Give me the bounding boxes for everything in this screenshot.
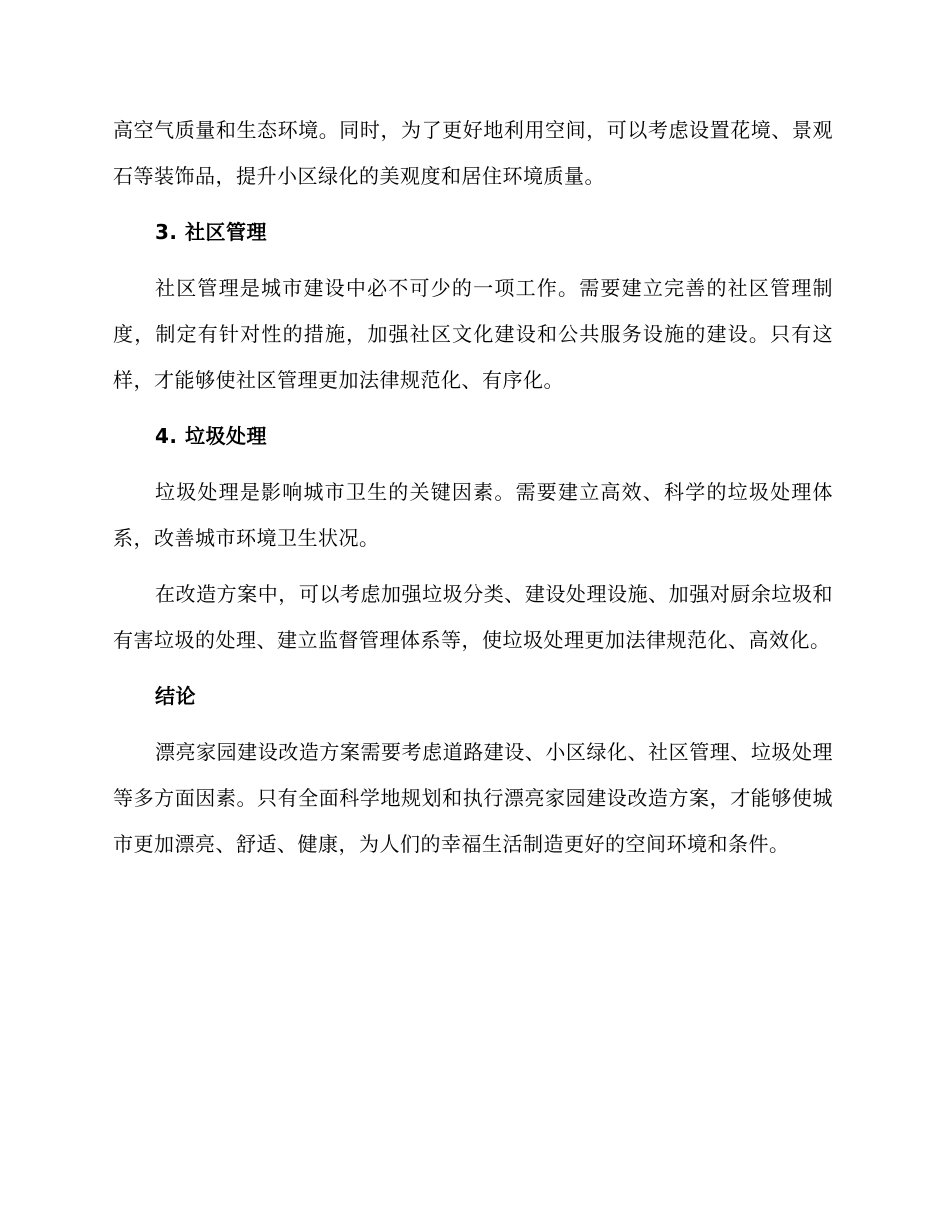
paragraph-community-management: 社区管理是城市建设中必不可少的一项工作。需要建立完善的社区管理制度，制定有针对性的措施，加强社区文化建设和公共服务设施的建设。只有这样，才能够使社区管理更加法律规范化、有序化。 <box>113 276 833 392</box>
paragraph-greening-continued: 高空气质量和生态环境。同时，为了更好地利用空间，可以考虑设置花境、景观石等装饰品，提升小区绿化的美观度和居住环境质量。 <box>113 118 833 188</box>
heading-garbage-treatment: 4. 垃圾处理 <box>155 424 267 448</box>
heading-conclusion: 结论 <box>155 684 196 708</box>
paragraph-conclusion: 漂亮家园建设改造方案需要考虑道路建设、小区绿化、社区管理、垃圾处理等多方面因素。只有全面科学地规划和执行漂亮家园建设改造方案，才能够使城市更加漂亮、舒适、健康，为人们的幸福生活制造更好的空间环境和条件。 <box>113 740 833 856</box>
document-body <box>113 107 833 877</box>
paragraph-garbage-treatment: 垃圾处理是影响城市卫生的关键因素。需要建立高效、科学的垃圾处理体系，改善城市环境卫生状况。 <box>113 480 833 550</box>
heading-community-management: 3. 社区管理 <box>155 220 267 244</box>
paragraph-garbage-plan: 在改造方案中，可以考虑加强垃圾分类、建设处理设施、加强对厨余垃圾和有害垃圾的处理、建立监督管理体系等，使垃圾处理更加法律规范化、高效化。 <box>113 582 833 652</box>
